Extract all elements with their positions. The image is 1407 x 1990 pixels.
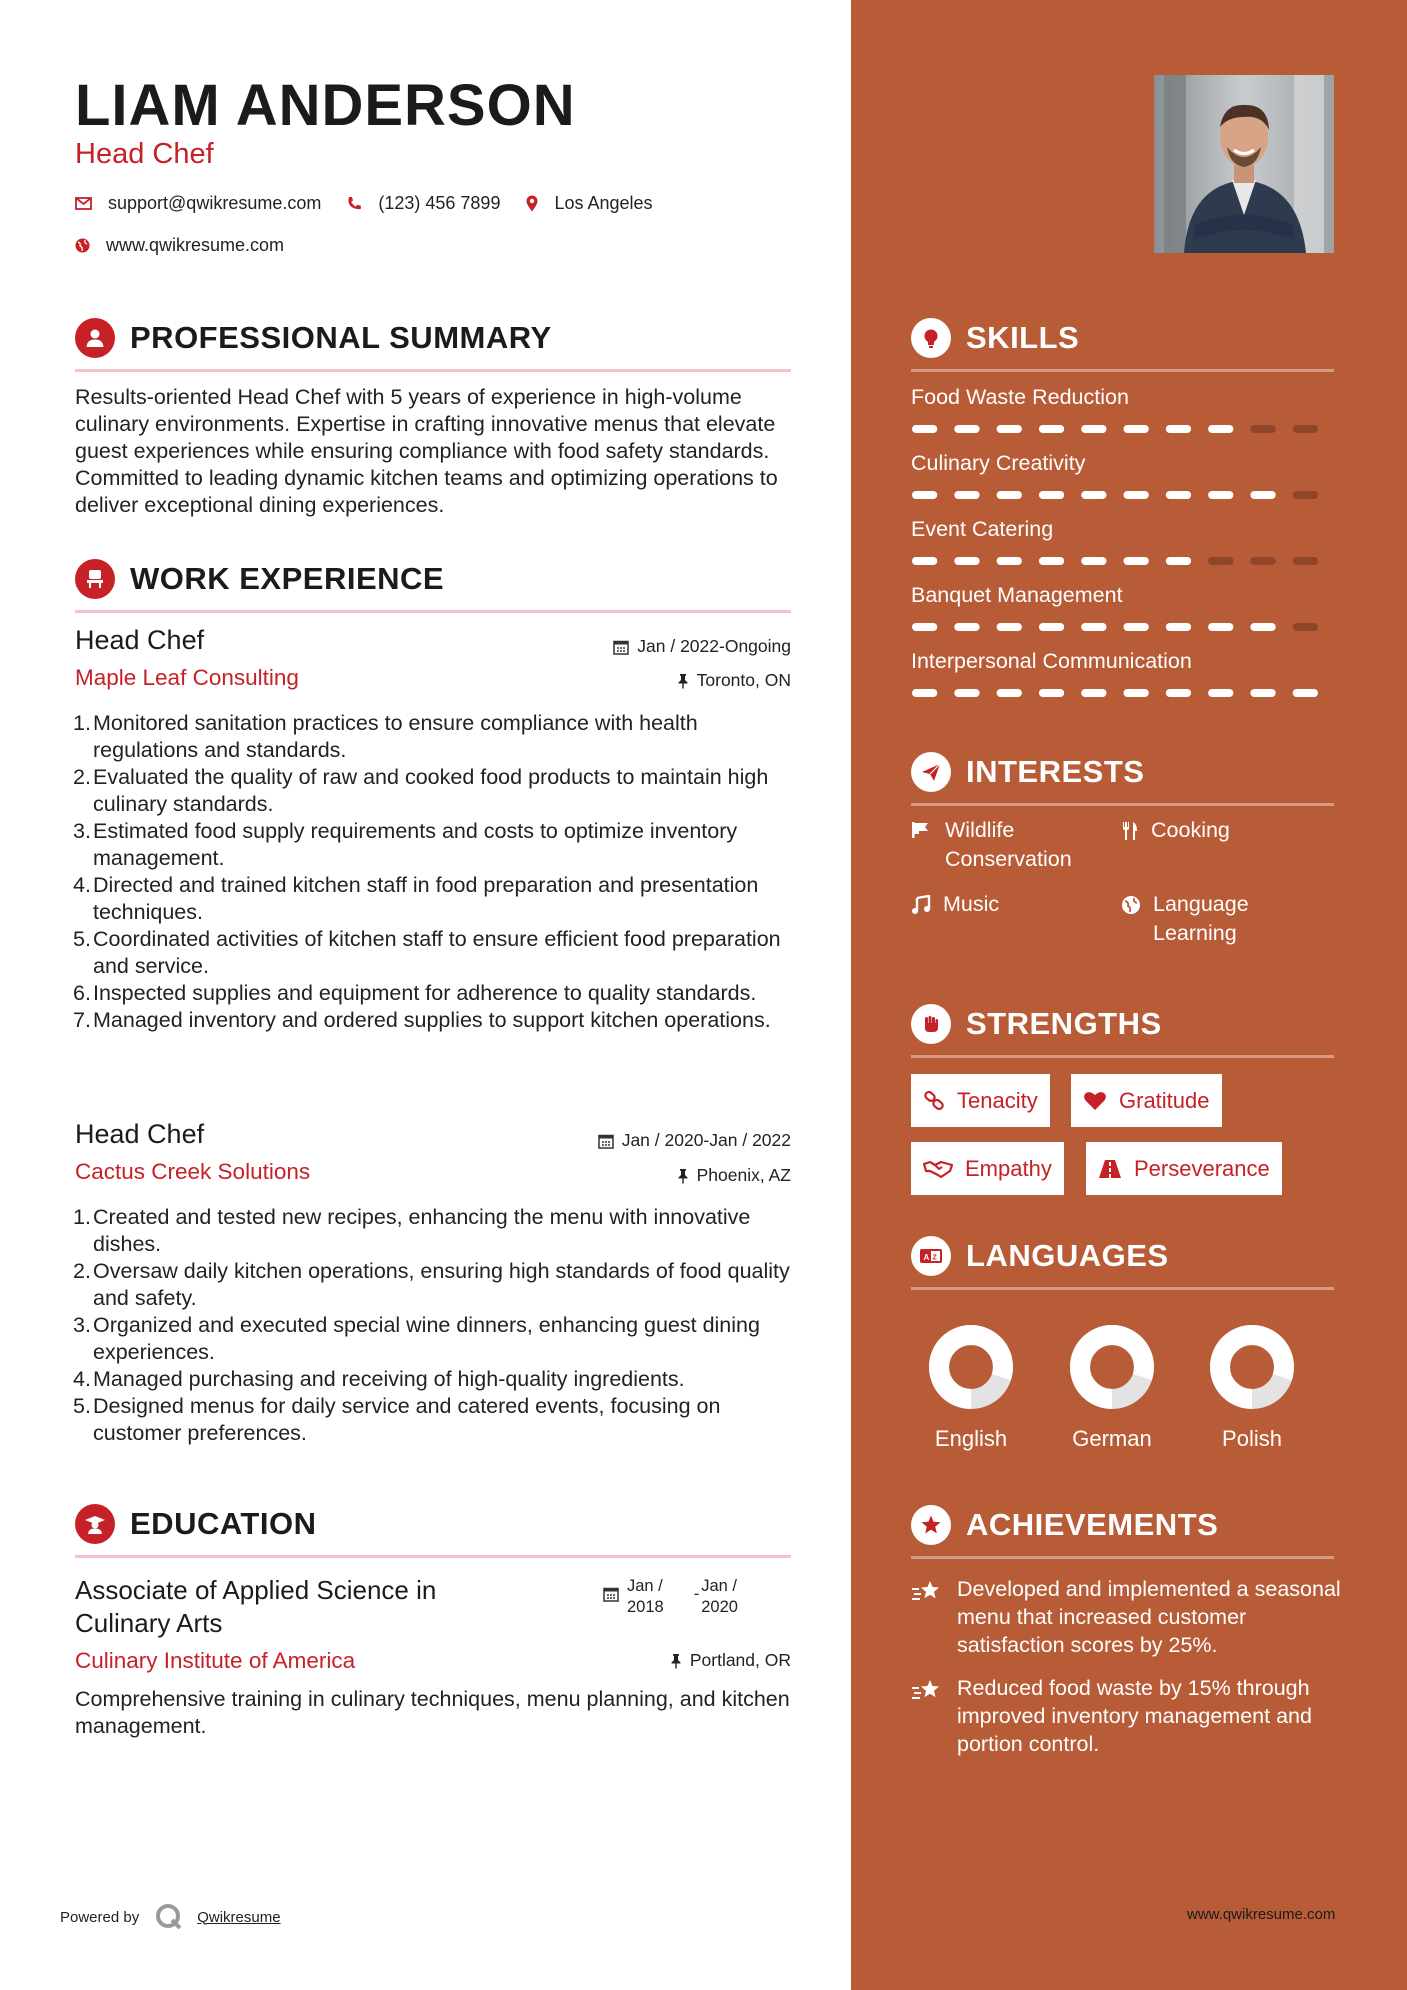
duty-item: Created and tested new recipes, enhancing the menu with innovative dishes. [93, 1205, 751, 1256]
job-2-title: Head Chef [75, 1119, 205, 1149]
skill-dash [1166, 425, 1191, 433]
fist-icon [911, 1004, 951, 1044]
strength-label: Gratitude [1119, 1087, 1210, 1113]
skill-dash [954, 425, 979, 433]
footer-powered-by [60, 1903, 281, 1931]
achievement-text: Reduced food waste by 15% through improved inventory management and portion control. [957, 1676, 1312, 1756]
skill-dash [1039, 425, 1064, 433]
shooting-star-icon [911, 1678, 943, 1704]
heart-icon [1083, 1091, 1107, 1111]
skill-dash [1081, 557, 1106, 565]
interest-label-line2: Learning [1153, 921, 1237, 945]
skill-dash [1081, 425, 1106, 433]
skill-dash [1081, 689, 1106, 697]
skill-dash [912, 689, 937, 697]
education-start [627, 1576, 664, 1618]
achievements-heading: ACHIEVEMENTS [966, 1507, 1219, 1542]
calendar-icon [598, 1133, 614, 1149]
experience-section-header [75, 557, 791, 613]
strength-label: Perseverance [1134, 1155, 1270, 1181]
strength-chip [1071, 1074, 1222, 1127]
job-1-duties [75, 710, 791, 1034]
summary-heading: PROFESSIONAL SUMMARY [130, 320, 552, 355]
candidate-title: Head Chef [75, 138, 214, 170]
main-column [75, 0, 791, 1990]
strength-label: Tenacity [957, 1087, 1038, 1113]
skill-dash [1293, 689, 1318, 697]
link-icon [923, 1090, 945, 1112]
skills-section-header [911, 316, 1334, 372]
strength-label: Empathy [965, 1155, 1052, 1181]
strengths-heading: STRENGTHS [966, 1006, 1162, 1041]
skill-dash [1039, 491, 1064, 499]
map-pin-icon [526, 195, 538, 212]
skill-dash [1081, 491, 1106, 499]
skill-dash [1293, 425, 1318, 433]
location-text: Los Angeles [554, 193, 653, 213]
strength-chip [911, 1074, 1050, 1127]
skill-dash [997, 689, 1022, 697]
interests-heading: INTERESTS [966, 754, 1145, 789]
skill-bar [911, 425, 1334, 433]
skill-dash [1208, 623, 1233, 631]
skill-dash [954, 623, 979, 631]
envelope-icon [75, 197, 92, 210]
interests-section-header [911, 750, 1334, 806]
interest-label-line1: Cooking [1151, 818, 1230, 842]
strengths-section-header [911, 1002, 1334, 1058]
svg-text:A: A [923, 1253, 930, 1262]
language-ring [1210, 1325, 1294, 1409]
duty-item: Managed purchasing and receiving of high-quality ingredients. [93, 1367, 685, 1391]
skill-dash [1293, 491, 1318, 499]
road-icon [1098, 1159, 1122, 1179]
shooting-star-icon [911, 1579, 943, 1605]
duty-item: Inspected supplies and equipment for adherence to quality standards. [93, 981, 757, 1005]
skill-dash [1124, 557, 1149, 565]
education-dates [603, 1576, 738, 1618]
skill-dash [1208, 425, 1233, 433]
education-heading: EDUCATION [130, 1506, 317, 1541]
interest-label-line1: Wildlife [945, 818, 1015, 842]
powered-by-text: Powered by [60, 1908, 140, 1926]
pushpin-icon [677, 1168, 689, 1184]
skill-dash [997, 491, 1022, 499]
duty-item: Designed menus for daily service and catered events, focusing on customer preferences. [93, 1394, 721, 1445]
languages-section-header [911, 1234, 1334, 1290]
music-icon [911, 895, 931, 915]
candidate-name: LIAM ANDERSON [75, 73, 576, 138]
email-item[interactable] [75, 193, 321, 214]
globe-icon [75, 238, 90, 253]
skill-dash [1124, 491, 1149, 499]
language-name: Polish [1222, 1426, 1282, 1451]
education-end [701, 1576, 738, 1618]
skill-dash [1293, 557, 1318, 565]
calendar-icon [603, 1586, 619, 1602]
skill-dash [1039, 557, 1064, 565]
skill-dash [954, 491, 979, 499]
skill-dash [1081, 623, 1106, 631]
education-location [670, 1650, 791, 1671]
qwikresume-link[interactable]: Qwikresume [197, 1908, 281, 1926]
school-name: Culinary Institute of America [75, 1648, 356, 1673]
skill-bar [911, 557, 1334, 565]
language-ring [1070, 1325, 1154, 1409]
pushpin-icon [677, 673, 689, 689]
location-item [526, 193, 652, 214]
skill-name: Interpersonal Communication [911, 649, 1192, 673]
skill-dash [954, 689, 979, 697]
handshake-icon [923, 1159, 953, 1179]
strength-chip [1086, 1142, 1282, 1195]
skill-name: Culinary Creativity [911, 451, 1086, 475]
duty-item: Directed and trained kitchen staff in food preparation and presentation techniques. [93, 873, 759, 924]
skill-dash [1124, 425, 1149, 433]
website-item[interactable] [75, 235, 284, 256]
summary-section-header [75, 316, 791, 372]
education-end-month: Jan / [701, 1577, 737, 1595]
skill-dash [1208, 557, 1233, 565]
star-badge-icon [911, 1505, 951, 1545]
education-description: Comprehensive training in culinary techniques, menu planning, and kitchen management. [75, 1687, 790, 1738]
skill-dash [1250, 557, 1275, 565]
phone-item[interactable] [347, 193, 500, 214]
graduate-icon [75, 1504, 115, 1544]
skill-dash [954, 557, 979, 565]
utensils-icon [1121, 821, 1139, 841]
degree-line-2: Culinary Arts [75, 1608, 223, 1638]
skill-dash [912, 425, 937, 433]
contact-row [75, 193, 679, 214]
job-1-location [677, 670, 791, 691]
job-2-dates [598, 1130, 791, 1151]
skill-bar [911, 689, 1334, 697]
languages-heading: LANGUAGES [966, 1238, 1169, 1273]
interest-item [911, 890, 999, 919]
skill-dash [997, 425, 1022, 433]
user-icon [75, 318, 115, 358]
skill-dash [1124, 623, 1149, 631]
skill-dash [1166, 557, 1191, 565]
education-start-year: 2018 [627, 1598, 664, 1616]
duty-item: Managed inventory and ordered supplies to support kitchen operations. [93, 1008, 771, 1032]
chair-icon [75, 559, 115, 599]
translate-icon [911, 1236, 951, 1276]
calendar-icon [613, 639, 629, 655]
paper-plane-icon [911, 752, 951, 792]
achievements-section-header [911, 1503, 1334, 1559]
skill-dash [1250, 425, 1275, 433]
duty-item: Estimated food supply requirements and costs to optimize inventory management. [93, 819, 738, 870]
website-row [75, 235, 310, 256]
job-1-dates-text: Jan / 2022-Ongoing [637, 636, 791, 656]
education-section-header [75, 1502, 791, 1558]
degree-title [75, 1574, 436, 1640]
interest-label-line1: Music [943, 892, 1000, 916]
job-2-dates-text: Jan / 2020-Jan / 2022 [621, 1130, 791, 1150]
skill-dash [997, 557, 1022, 565]
skill-dash [1039, 689, 1064, 697]
skill-dash [1293, 623, 1318, 631]
language-ring [929, 1325, 1013, 1409]
skill-dash [912, 491, 937, 499]
skill-dash [1208, 689, 1233, 697]
job-2-duties [75, 1204, 791, 1447]
interest-label-line1: Language [1153, 892, 1249, 916]
job-1-location-text: Toronto, ON [696, 670, 791, 690]
skill-name: Event Catering [911, 517, 1054, 541]
skill-bar [911, 623, 1334, 631]
education-start-month: Jan / [627, 1577, 663, 1595]
skill-dash [1166, 491, 1191, 499]
skills-heading: SKILLS [966, 320, 1080, 355]
summary-text: Results-oriented Head Chef with 5 years of experience in high-volume culinary environments. Expertise in crafting innovative menus that elevate guest experiences while ensuring compliance with food safety standards. Committed to leading dynamic kitchen teams and optimizing operations to deliver exceptional dining experiences. [75, 385, 778, 517]
strength-chip [911, 1142, 1064, 1195]
achievement-item [911, 1674, 1341, 1758]
phone-text: (123) 456 7899 [378, 193, 501, 213]
interest-item [1121, 890, 1249, 948]
email-text: support@qwikresume.com [108, 193, 322, 213]
skill-dash [1124, 689, 1149, 697]
job-2-location-text: Phoenix, AZ [696, 1165, 791, 1185]
achievement-text: Developed and implemented a seasonal menu that increased customer satisfaction scores by 25%. [957, 1577, 1341, 1657]
skill-dash [997, 623, 1022, 631]
education-end-year: 2020 [701, 1598, 738, 1616]
duty-item: Organized and executed special wine dinners, enhancing guest dining experiences. [93, 1313, 760, 1364]
job-1-title: Head Chef [75, 625, 205, 655]
job-2-company: Cactus Creek Solutions [75, 1159, 311, 1184]
skill-dash [1166, 623, 1191, 631]
lightbulb-icon [911, 318, 951, 358]
job-1-company: Maple Leaf Consulting [75, 665, 299, 690]
skill-dash [1250, 491, 1275, 499]
language-name: German [1072, 1426, 1152, 1451]
footer-url[interactable]: www.qwikresume.com [1187, 1906, 1336, 1923]
skill-dash [1166, 689, 1191, 697]
skill-dash [912, 623, 937, 631]
svg-text:Z: Z [932, 1254, 937, 1262]
globe-icon [1121, 895, 1141, 915]
duty-item: Evaluated the quality of raw and cooked food products to maintain high culinary standards. [93, 765, 769, 816]
sidebar [851, 0, 1407, 1990]
job-2-location [677, 1165, 791, 1186]
skill-name: Food Waste Reduction [911, 385, 1129, 409]
degree-line-1: Associate of Applied Science in [75, 1575, 437, 1605]
duty-item: Oversaw daily kitchen operations, ensuring high standards of food quality and safety. [93, 1259, 790, 1310]
interest-item [911, 816, 1072, 874]
skill-dash [1208, 491, 1233, 499]
qwikresume-logo-icon [155, 1903, 183, 1931]
language-name: English [934, 1426, 1008, 1451]
phone-icon [347, 196, 362, 211]
interest-item [1121, 816, 1230, 845]
pushpin-icon [670, 1653, 682, 1669]
flag-icon [911, 821, 933, 839]
skill-dash [1250, 689, 1275, 697]
skill-dash [1039, 623, 1064, 631]
skill-dash [1250, 623, 1275, 631]
skill-name: Banquet Management [911, 583, 1123, 607]
education-dash: - [693, 1585, 700, 1603]
profile-photo [1154, 75, 1334, 253]
achievement-item [911, 1575, 1341, 1659]
job-1-dates [613, 636, 791, 657]
skill-bar [911, 491, 1334, 499]
duty-item: Monitored sanitation practices to ensure compliance with health regulations and standards. [93, 711, 698, 762]
interest-label-line2: Conservation [945, 847, 1072, 871]
duty-item: Coordinated activities of kitchen staff to ensure efficient food preparation and service. [93, 927, 781, 978]
experience-heading: WORK EXPERIENCE [130, 561, 445, 596]
skill-dash [912, 557, 937, 565]
website-text: www.qwikresume.com [106, 235, 285, 255]
education-location-text: Portland, OR [689, 1650, 791, 1670]
